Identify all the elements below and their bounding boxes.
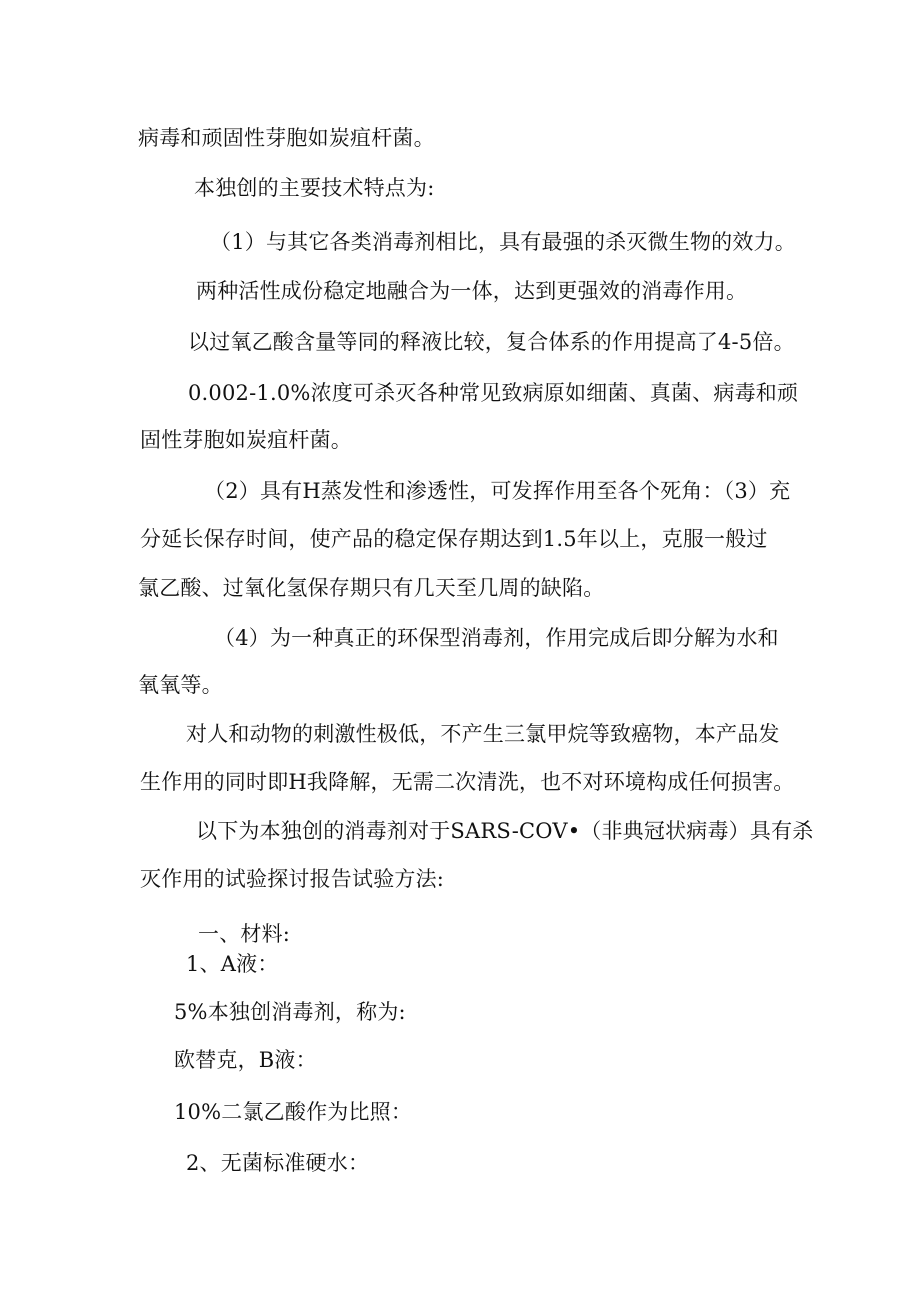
text-line: （1）与其它各类消毒剂相比，具有最强的杀灭微生物的效力。: [210, 230, 796, 254]
text-line: 生作用的同时即H我降解，无需二次清洗，也不对环境构成任何损害。: [140, 770, 795, 794]
text-line: 灭作用的试验探讨报告试验方法:: [140, 867, 445, 891]
text-line: 0.002-1.0%浓度可杀灭各种常见致病原如细菌、真菌、病毒和顽: [188, 381, 799, 405]
text-line: （4）为一种真正的环保型消毒剂，作用完成后即分解为水和: [214, 626, 779, 650]
text-line: 欧替克，B液：: [174, 1048, 317, 1072]
text-line: 病毒和顽固性芽胞如炭疽杆菌。: [138, 126, 435, 150]
text-line: 固性芽胞如炭疽杆菌。: [140, 428, 352, 452]
text-line: 一、材料:: [198, 922, 291, 946]
text-line: 10%二氯乙酸作为比照：: [174, 1100, 413, 1124]
text-line: 对人和动物的刺激性极低，不产生三氯甲烷等致癌物，本产品发: [186, 722, 780, 746]
text-line: 本独创的主要技术特点为:: [194, 176, 435, 200]
text-line: 以下为本独创的消毒剂对于SARS-COV•（非典冠状病毒）具有杀: [196, 819, 814, 843]
text-line: 氯乙酸、过氧化氢保存期只有几天至几周的缺陷。: [138, 576, 605, 600]
text-line: 氧氧等。: [138, 673, 223, 697]
text-line: 5%本独创消毒剂，称为:: [174, 1000, 406, 1024]
text-line: 两种活性成份稳定地融合为一体，达到更强效的消毒作用。: [196, 279, 748, 303]
text-line: 1、A液：: [186, 952, 279, 976]
text-line: 以过氧乙酸含量等同的释液比较，复合体系的作用提高了4-5倍。: [188, 330, 795, 354]
text-line: 分延长保存时间，使产品的稳定保存期达到1.5年以上，克服一般过: [140, 527, 768, 551]
text-line: （2）具有H蒸发性和渗透性，可发挥作用至各个死角：（3）充: [204, 479, 791, 503]
text-line: 2、无菌标准硬水：: [186, 1151, 370, 1175]
